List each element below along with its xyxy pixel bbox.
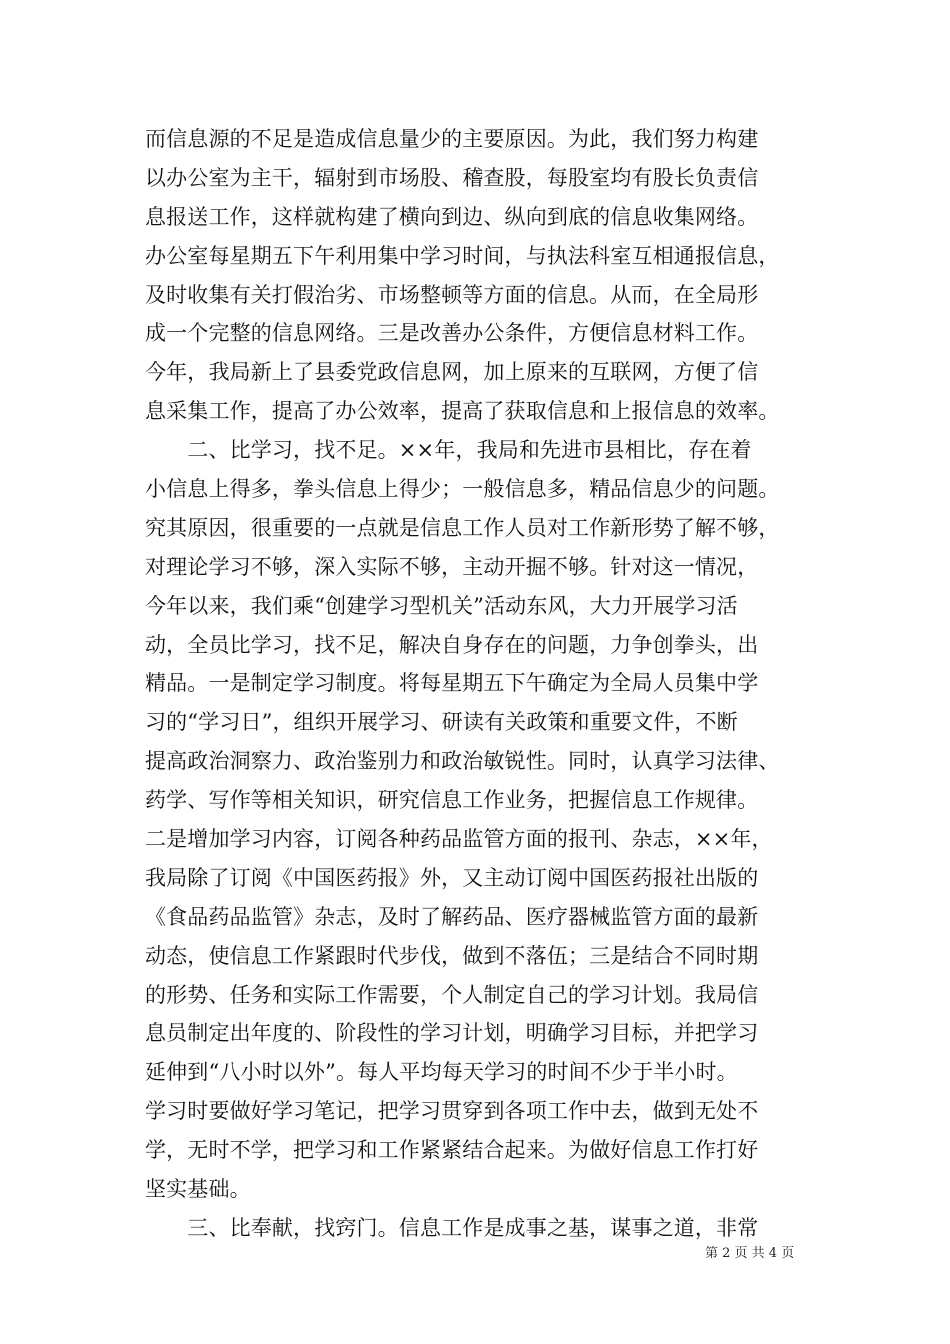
text-line: 息报送工作，这样就构建了横向到边、纵向到底的信息收集网络。 (145, 204, 759, 229)
text-line: 药学、写作等相关知识，研究信息工作业务，把握信息工作规律。 (145, 788, 759, 813)
text-line: 《食品药品监管》杂志，及时了解药品、医疗器械监管方面的最新 (145, 904, 759, 929)
text-line: 究其原因，很重要的一点就是信息工作人员对工作新形势了解不够， (145, 515, 780, 540)
text-line: 而信息源的不足是造成信息量少的主要原因。为此，我们努力构建 (145, 127, 759, 151)
text-line: 学，无时不学，把学习和工作紧紧结合起来。为做好信息工作打好 (145, 1138, 759, 1163)
page-number: 第 2 页 共 4 页 (705, 1246, 795, 1261)
text-line: 今年，我局新上了县委党政信息网，加上原来的互联网，方便了信 (145, 360, 759, 385)
text-line: 动，全员比学习，找不足，解决自身存在的问题，力争创拳头，出 (145, 632, 759, 657)
text-line: 三、比奉献，找窍门。信息工作是成事之基，谋事之道，非常 (145, 1215, 759, 1240)
text-line: 二是增加学习内容，订阅各种药品监管方面的报刊、杂志，××年， (145, 827, 773, 852)
text-line: 小信息上得多，拳头信息上得少；一般信息多，精品信息少的问题。 (145, 477, 780, 502)
text-line: 对理论学习不够，深入实际不够，主动开掘不够。针对这一情况， (145, 554, 759, 579)
text-line: 延伸到“八小时以外”。每人平均每天学习的时间不少于半小时。 (145, 1060, 738, 1085)
text-line: 我局除了订阅《中国医药报》外，又主动订阅中国医药报社出版的 (145, 865, 759, 890)
text-line: 动态，使信息工作紧跟时代步伐，做到不落伍；三是结合不同时期 (145, 943, 759, 968)
text-line: 以办公室为主干，辐射到市场股、稽查股，每股室均有股长负责信 (145, 165, 759, 190)
text-line: 精品。一是制定学习制度。将每星期五下午确定为全局人员集中学 (145, 671, 759, 696)
body-text (145, 120, 815, 1248)
text-line: 提高政治洞察力、政治鉴别力和政治敏锐性。同时，认真学习法律、 (145, 749, 780, 774)
text-line: 坚实基础。 (145, 1177, 251, 1202)
text-line: 息采集工作，提高了办公效率，提高了获取信息和上报信息的效率。 (145, 399, 780, 424)
text-line: 及时收集有关打假治劣、市场整顿等方面的信息。从而，在全局形 (145, 282, 759, 307)
text-line: 的形势、任务和实际工作需要，个人制定自己的学习计划。我局信 (145, 982, 759, 1007)
text-line: 今年以来，我们乘“创建学习型机关”活动东风，大力开展学习活 (145, 593, 738, 618)
text-line: 习的“学习日”，组织开展学习、研读有关政策和重要文件，不断 (145, 710, 738, 735)
text-line: 成一个完整的信息网络。三是改善办公条件，方便信息材料工作。 (145, 321, 759, 346)
text-line: 息员制定出年度的、阶段性的学习计划，明确学习目标，并把学习 (145, 1021, 759, 1046)
text-line: 二、比学习，找不足。××年，我局和先进市县相比，存在着 (145, 438, 752, 463)
text-line: 学习时要做好学习笔记，把学习贯穿到各项工作中去，做到无处不 (145, 1099, 759, 1124)
text-line: 办公室每星期五下午利用集中学习时间，与执法科室互相通报信息， (145, 243, 780, 268)
